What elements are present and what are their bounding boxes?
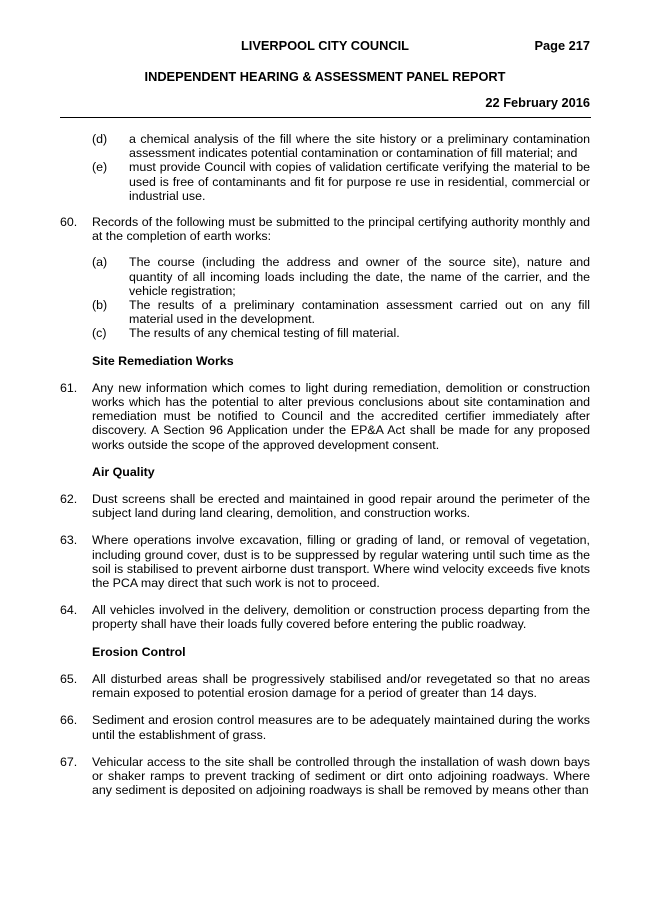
- sub-item-text: The course (including the address and owner of the source site), nature and quantity of all incoming loads including the date, the name of the carrier, and the vehicle registration;: [129, 255, 590, 298]
- condition-number: 67.: [60, 754, 78, 769]
- sub-item-label: (e): [92, 160, 108, 175]
- report-title: INDEPENDENT HEARING & ASSESSMENT PANEL REPORT: [144, 69, 506, 84]
- condition-number: 64.: [60, 603, 78, 618]
- condition-65: [60, 672, 590, 700]
- condition-text: Records of the following must be submitted to the principal certifying authority monthly and at the completion of earth works:: [92, 215, 590, 244]
- sub-item-a: [60, 255, 590, 298]
- condition-61: [60, 381, 590, 452]
- council-name: LIVERPOOL CITY COUNCIL: [240, 38, 410, 53]
- sub-item-label: (d): [92, 132, 108, 146]
- sub-item-c: [60, 326, 590, 340]
- document-body: [60, 132, 590, 797]
- sub-item-label: (a): [92, 255, 108, 270]
- heading-air-quality: Air Quality: [92, 464, 155, 479]
- condition-text: Any new information which comes to light during remediation, demolition or construction works which has the potential to alter previous conclusions about site contamination and remediation must be notified to Council and the accredited certifier immediately after discovery. A Section 96 Application under the EP&A Act shall be made for any proposed works outside the scope of the approved development consent.: [92, 380, 590, 452]
- sub-item-text: must provide Council with copies of validation certificate verifying the material to be used is free of contaminants and fit for purpose re use in residential, commercial or industrial use.: [129, 160, 590, 203]
- condition-66: [60, 713, 590, 741]
- condition-number: 60.: [60, 215, 78, 230]
- condition-text: Vehicular access to the site shall be controlled through the installation of wash down bays or shaker ramps to prevent tracking of sediment or dirt onto adjoining roadways. Where any sediment is deposited on adjoining roadways is shall be removed by means other than: [92, 754, 590, 798]
- heading-site-remediation: Site Remediation Works: [92, 353, 234, 368]
- heading-erosion-control: Erosion Control: [92, 644, 186, 659]
- condition-number: 62.: [60, 492, 78, 507]
- condition-text: Sediment and erosion control measures are to be adequately maintained during the works until the establishment of grass.: [92, 713, 590, 742]
- sub-item-text: The results of a preliminary contamination assessment carried out on any fill material used in the development.: [129, 298, 590, 327]
- condition-text: Where operations involve excavation, filling or grading of land, or removal of vegetation, including ground cover, dust is to be suppressed by regular watering until such time as the soil is stabilised to prevent airborne dust transport. Where wind velocity exceeds five knots the PCA may direct that such work is not to proceed.: [92, 533, 590, 591]
- sub-item-text: The results of any chemical testing of fill material.: [129, 326, 400, 341]
- condition-number: 66.: [60, 713, 78, 728]
- page-number: Page 217: [534, 38, 590, 53]
- condition-62: [60, 492, 590, 520]
- report-date: 22 February 2016: [485, 95, 590, 110]
- condition-number: 61.: [60, 380, 78, 395]
- sub-item-e: [60, 160, 590, 203]
- condition-text: All disturbed areas shall be progressively stabilised and/or revegetated so that no areas remain exposed to potential erosion damage for a period of greater than 14 days.: [92, 671, 590, 701]
- header-divider: [60, 117, 591, 118]
- condition-number: 65.: [60, 671, 78, 686]
- sub-item-label: (b): [92, 298, 108, 313]
- sub-item-text: a chemical analysis of the fill where the site history or a preliminary contamination assessment indicates potential contamination or contamination of fill material; and: [129, 132, 590, 161]
- sub-item-b: [60, 298, 590, 326]
- condition-63: [60, 533, 590, 590]
- condition-67: [60, 755, 590, 798]
- sub-item-d: [60, 132, 590, 160]
- condition-64: [60, 603, 590, 631]
- sub-item-label: (c): [92, 326, 107, 341]
- condition-number: 63.: [60, 533, 78, 548]
- condition-text: All vehicles involved in the delivery, demolition or construction process departing from the property shall have their loads fully covered before entering the public roadway.: [92, 603, 590, 632]
- condition-60: [60, 215, 590, 243]
- condition-text: Dust screens shall be erected and maintained in good repair around the perimeter of the subject land during land clearing, demolition, and construction works.: [92, 492, 590, 521]
